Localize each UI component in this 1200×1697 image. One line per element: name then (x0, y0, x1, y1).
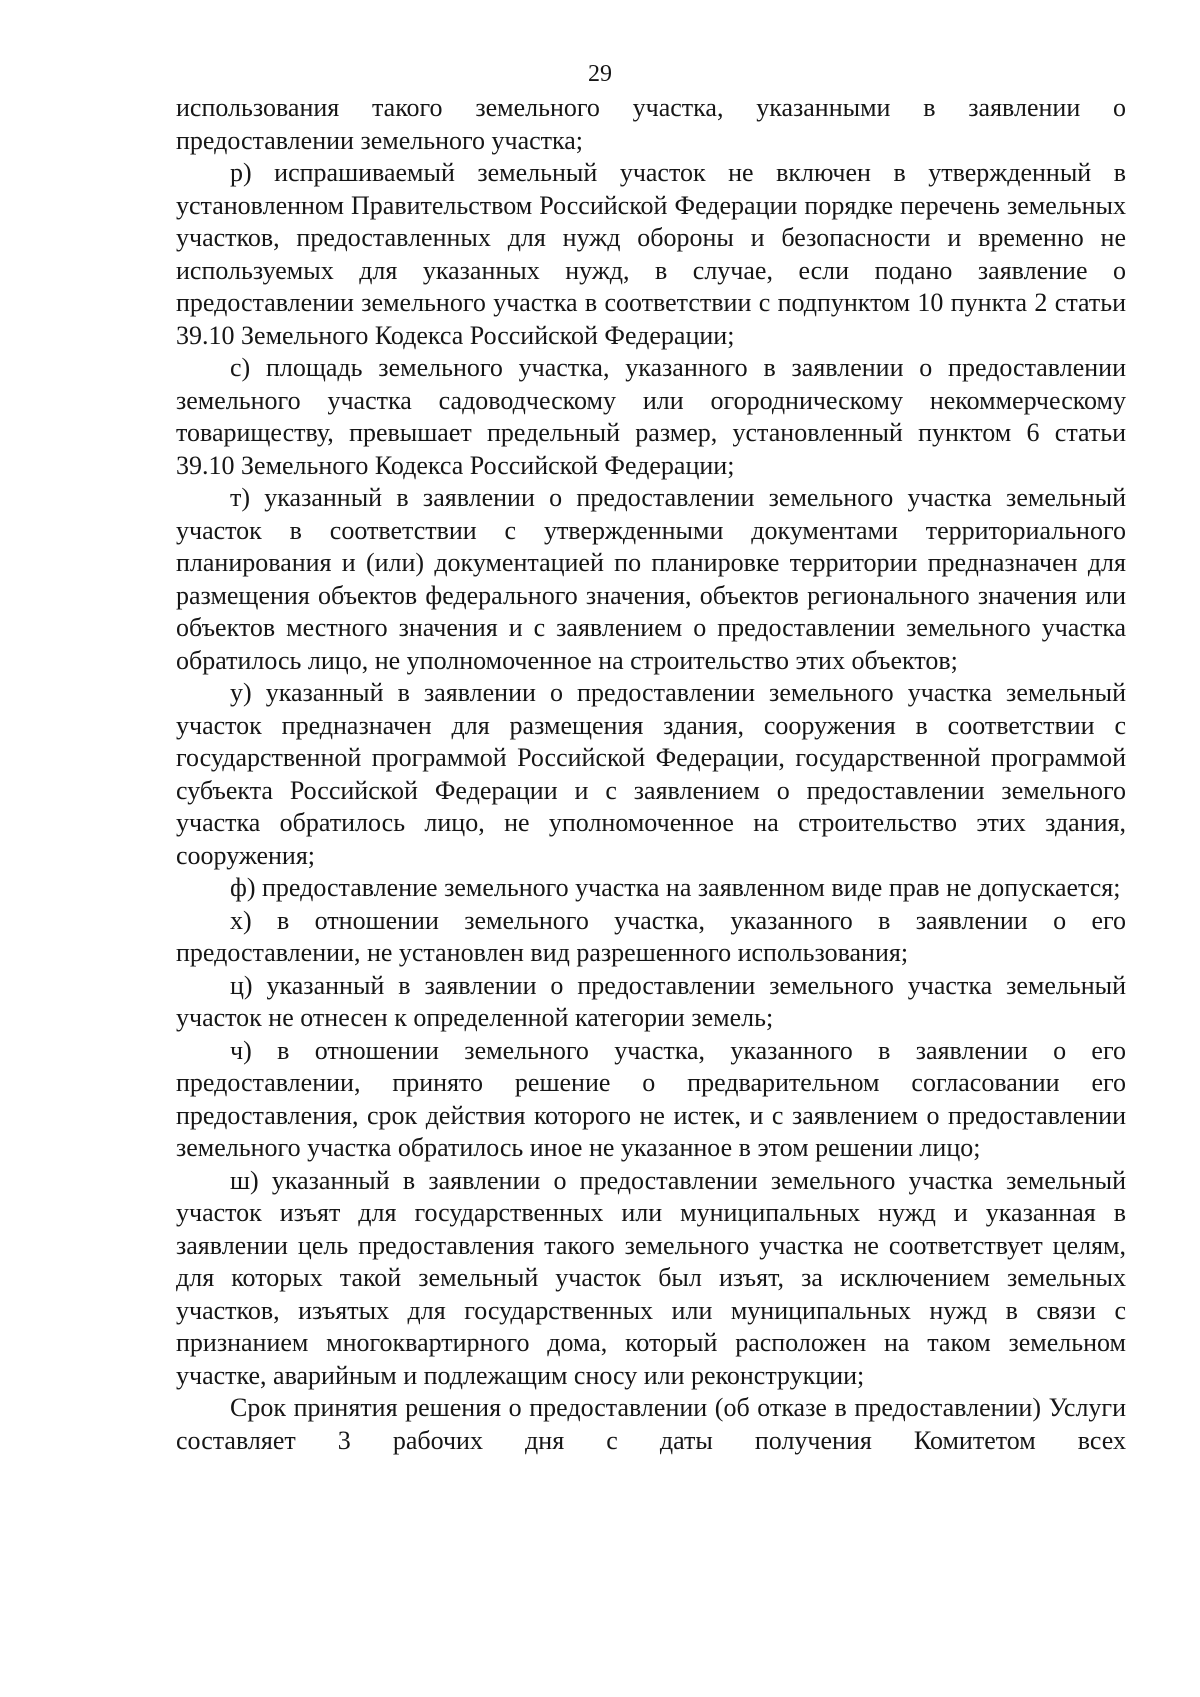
paragraph-continuation: использования такого земельного участка, указанными в заявлении о предоставлении земельного участка; (176, 93, 1126, 155)
paragraph-item-f: ф) предоставление земельного участка на заявленном виде прав не допускается; (230, 873, 1121, 902)
paragraph-item-kh: х) в отношении земельного участка, указанного в заявлении о его предоставлении, не установлен вид разрешенного использования; (176, 905, 1126, 967)
paragraph-item-ch: ч) в отношении земельного участка, указанного в заявлении о его предоставлении, принято решение о предварительном согласовании его предоставления, срок действия которого не истек, и с заявлением о предоставлении земельного участка обратилось иное не указанное в этом решении лицо; (176, 1035, 1126, 1162)
paragraph-item-ts: ц) указанный в заявлении о предоставлении земельного участка земельный участок не отнесен к определенной категории земель; (176, 970, 1126, 1032)
paragraph-deadline: Срок принятия решения о предоставлении (об отказе в предоставлении) Услуги составляет 3 рабочих дня с даты получения Комитетом всех (176, 1393, 1126, 1455)
paragraph-item-t: т) указанный в заявлении о предоставлении земельного участка земельный участок в соответствии с утвержденными документами территориального планирования и (или) документацией по планировке территории предназначен для размещения объектов федерального значения, объектов регионального значения или объектов местного значения и с заявлением о предоставлении земельного участка обратилось лицо, не уполномоченное на строительство этих объектов; (176, 483, 1126, 675)
paragraph-item-s: с) площадь земельного участка, указанного в заявлении о предоставлении земельного участка садоводческому или огородническому некоммерческому товариществу, превышает предельный размер, установленный пунктом 6 статьи 39.10 Земельного Кодекса Российской Федерации; (176, 353, 1126, 480)
page-number: 29 (588, 61, 612, 87)
paragraph-item-u: у) указанный в заявлении о предоставлении земельного участка земельный участок предназначен для размещения здания, сооружения в соответствии с государственной программой Российской Федерации, государственной программой субъекта Российской Федерации и с заявлением о предоставлении земельного участка обратилось лицо, не уполномоченное на строительство этих здания, сооружения; (176, 678, 1126, 870)
paragraph-item-sh: ш) указанный в заявлении о предоставлении земельного участка земельный участок изъят для государственных или муниципальных нужд и указанная в заявлении цель предоставления такого земельного участка не соответствует целям, для которых такой земельный участок был изъят, за исключением земельных участков, изъятых для государственных или муниципальных нужд в связи с признанием многоквартирного дома, который расположен на таком земельном участке, аварийным и подлежащим сносу или реконструкции; (176, 1165, 1126, 1390)
paragraph-item-r: р) испрашиваемый земельный участок не включен в утвержденный в установленном Правительством Российской Федерации порядке перечень земельных участков, предоставленных для нужд обороны и безопасности и временно не используемых для указанных нужд, в случае, если подано заявление о предоставлении земельного участка в соответствии с подпунктом 10 пункта 2 статьи 39.10 Земельного Кодекса Российской Федерации; (176, 158, 1126, 350)
document-body (176, 92, 1126, 1457)
